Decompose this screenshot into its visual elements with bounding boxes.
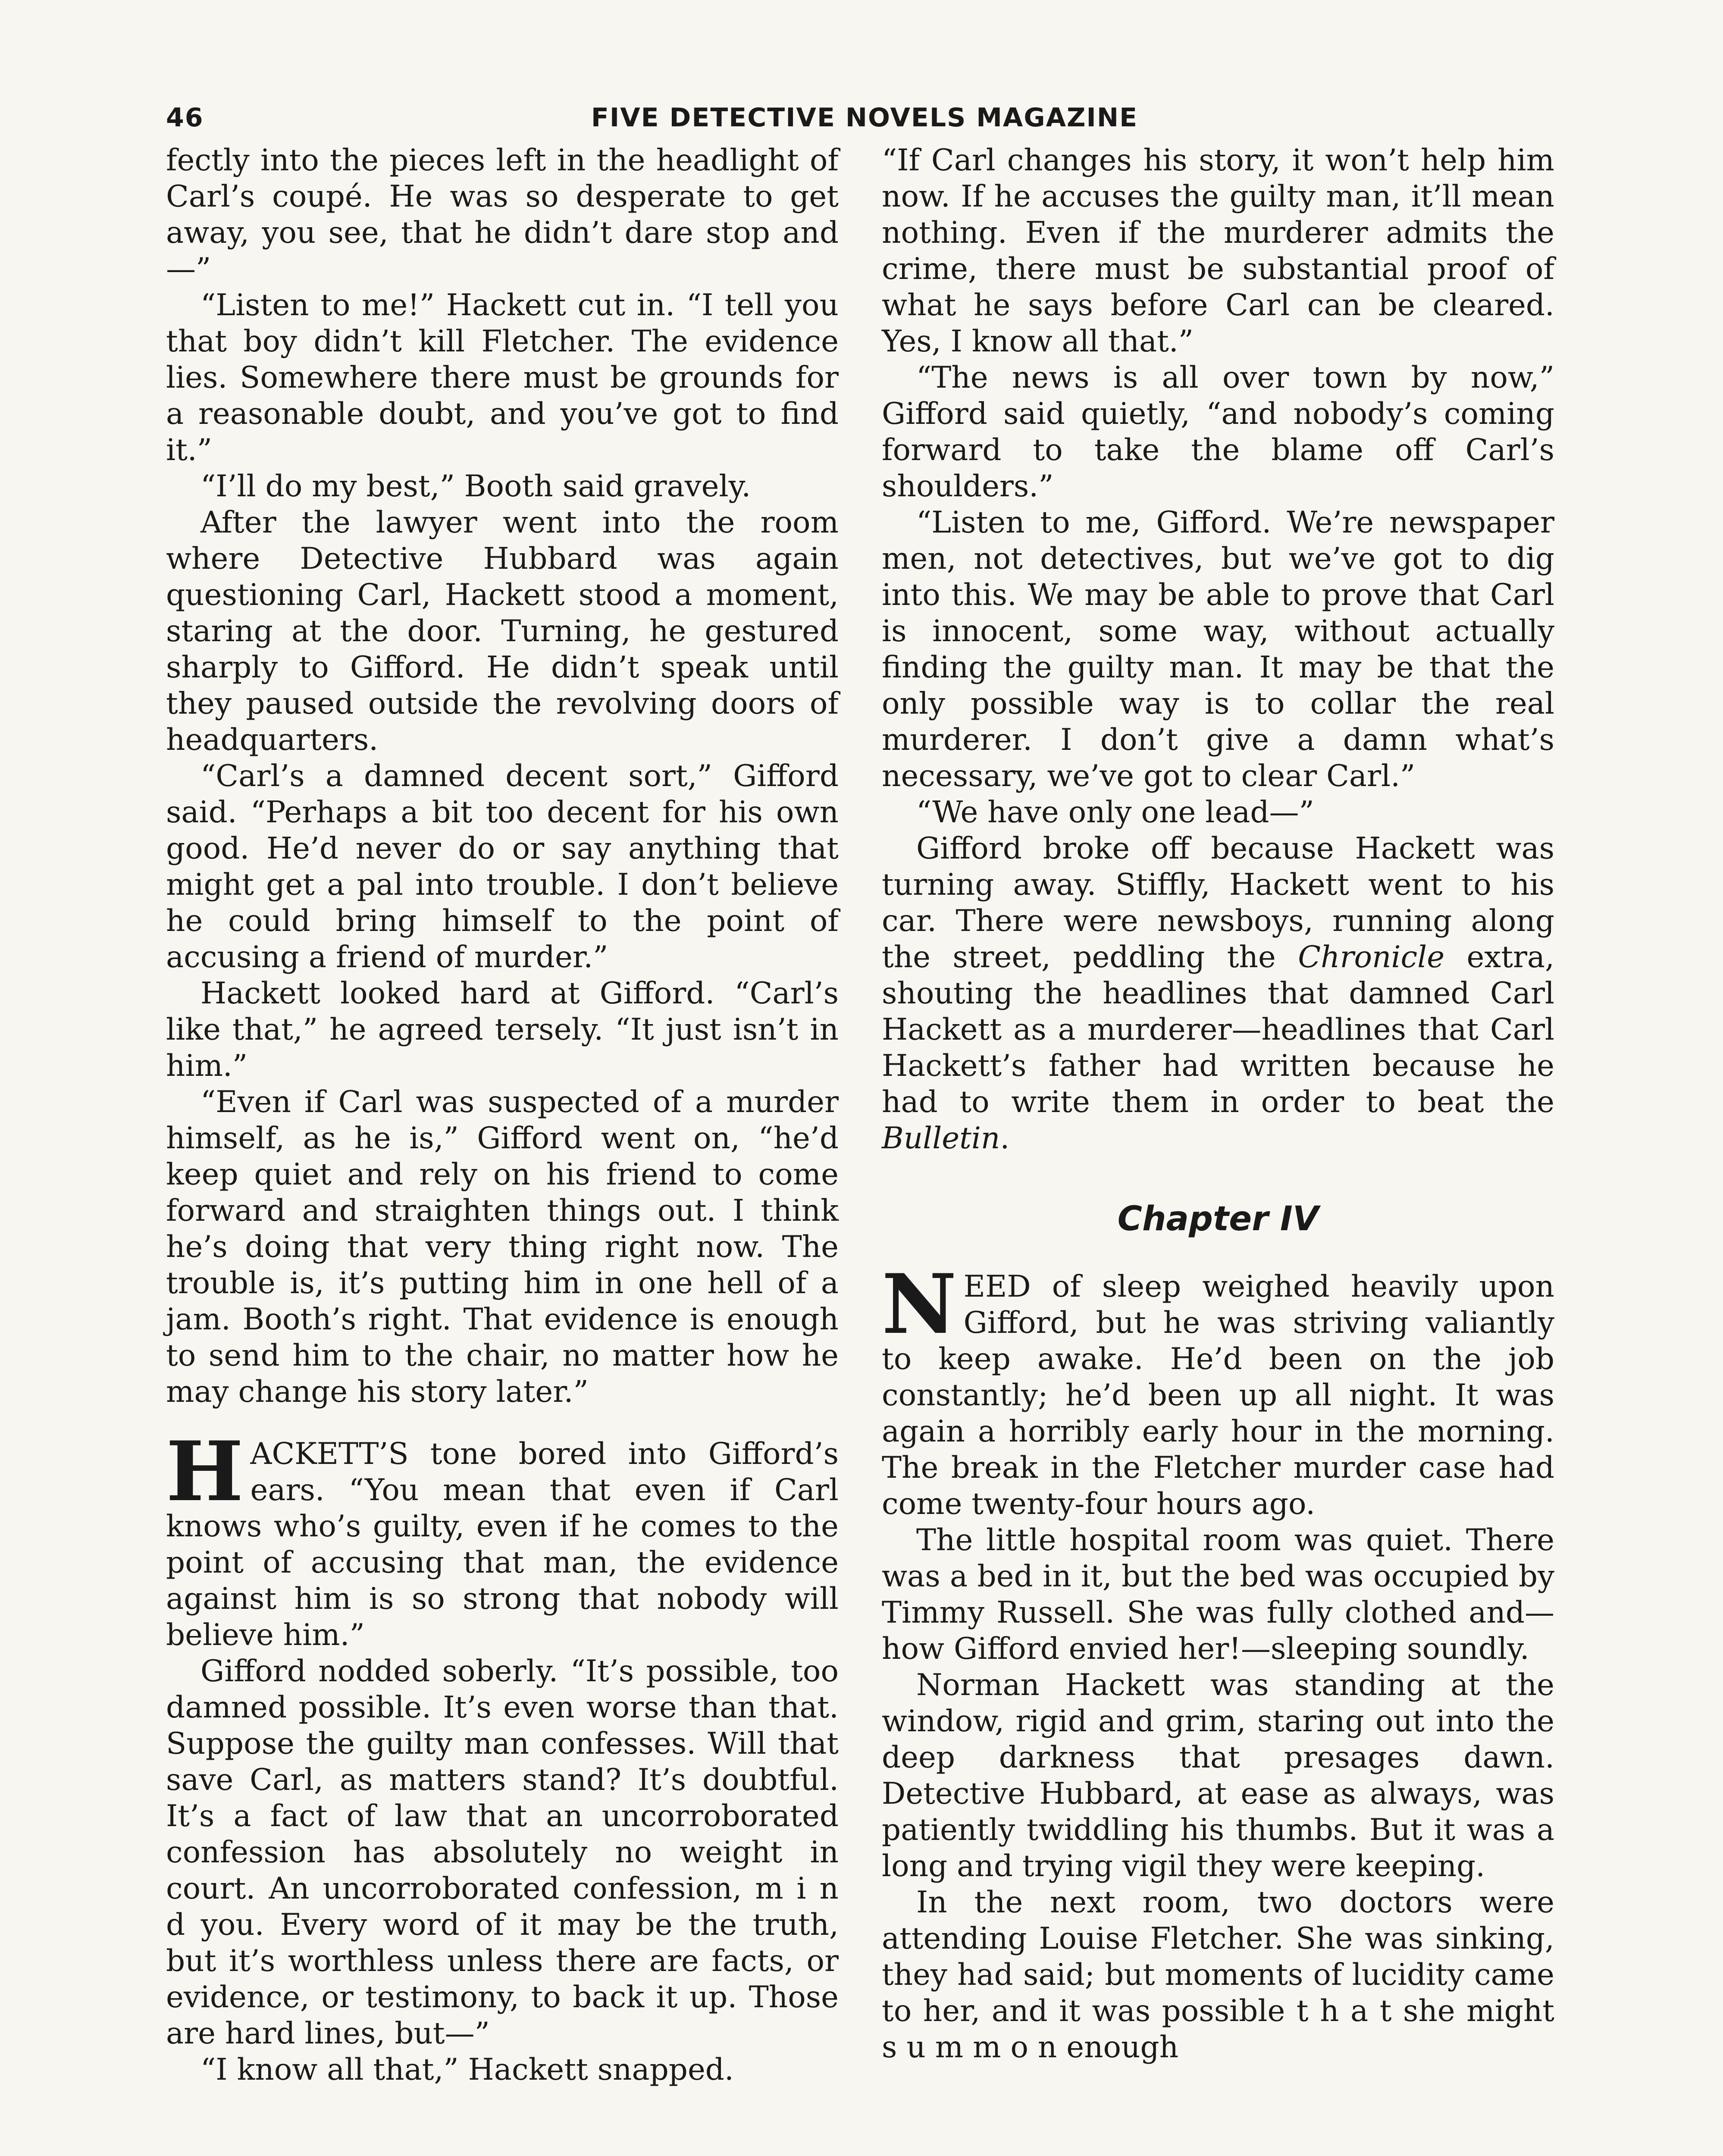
paragraph: The little hospital room was quiet. There was a bed in it, but the bed was occupied by Timmy Russell. She was fully clothed and—how Gifford envied her!—sleeping soundly. [882, 1523, 1554, 1666]
paragraph: “Listen to me!” Hackett cut in. “I tell you that boy didn’t kill Fletcher. The evidence lies. Somewhere there must be grounds for a reasonable doubt, and you’ve got to find it.” [166, 288, 839, 467]
paragraph: “The news is all over town by now,” Gifford said quietly, “and nobody’s coming forward to take the blame off Carl’s shoulders.” [882, 360, 1554, 504]
paragraph: “If Carl changes his story, it won’t help him now. If he accuses the guilty man, it’ll mean nothing. Even if the murderer admits the crime, there must be substantial proof of what he says before Carl can be cleared. Yes, I know all that.” [882, 143, 1554, 359]
paragraph-text: . [1000, 1121, 1010, 1156]
magazine-title: FIVE DETECTIVE NOVELS MAGAZINE [591, 103, 1138, 133]
paragraph: After the lawyer went into the room where Detective Hubbard was again questioning Carl, Hackett stood a moment, staring at the door. Turning, he gestured sharply to Gifford. He didn’t speak until they paused outside the revolving doors of headquarters. [166, 505, 839, 757]
dropcap-paragraph [166, 1423, 839, 1653]
page-header [166, 103, 1563, 141]
paragraph: “I know all that,” Hackett snapped. [200, 2053, 734, 2087]
paragraph: “Listen to me, Gifford. We’re newspaper men, not detectives, but we’ve got to dig into this. We may be able to prove that Carl is innocent, some way, without actually finding the guilty man. It may be that the only possible way is to collar the real murderer. I don’t give a damn what’s necessary, we’ve got to clear Carl.” [882, 505, 1554, 793]
paragraph: “We have only one lead—” [916, 795, 1314, 830]
paragraph-text: ACKETT’S tone bored into Gifford’s ears. “You mean that even if Carl knows who’s guilty, even if he comes to the point of accusing that man, the evidence against him is so strong that nobody will believe him.” [166, 1437, 839, 1652]
paragraph: Hackett looked hard at Gifford. “Carl’s like that,” he agreed tersely. “It just isn’t in him.” [166, 976, 839, 1083]
chapter-heading: Chapter IV [1117, 1200, 1319, 1238]
left-column [166, 142, 839, 2088]
right-column [882, 142, 1554, 2065]
paragraph: In the next room, two doctors were attending Louise Fletcher. She was sinking, they had said; but moments of lucidity came to her, and it was possible t h a t she might s u m m o n enough [882, 1885, 1554, 2065]
newspaper-name-bulletin: Bulletin [882, 1121, 1000, 1156]
paragraph-text: EED of sleep weighed heavily upon Gifford, but he was striving valiantly to keep awake. He’d been on the job constantly; he’d been up all night. It was again a horribly early hour in the morning. The break in the Fletcher murder case had come twenty-four hours ago. [882, 1269, 1554, 1521]
paragraph-text: extra, shouting the headlines that damned Carl Hackett as a murderer—headlines that Carl Hackett’s father had written because he had to write them in order to beat the [882, 940, 1554, 1119]
paragraph [882, 830, 1554, 1156]
paragraph: “I’ll do my best,” Booth said gravely. [200, 469, 751, 504]
dropcap-paragraph [882, 1256, 1554, 1522]
newspaper-name-chronicle: Chronicle [1298, 940, 1445, 975]
drop-cap: H [166, 1423, 244, 1520]
paragraph: Norman Hackett was standing at the window, rigid and grim, staring out into the deep darkness that presages dawn. Detective Hubbard, at ease as always, was patiently twiddling his thumbs. But it was a long and trying vigil they were keeping. [882, 1668, 1554, 1883]
drop-cap: N [882, 1256, 957, 1352]
paragraph: Gifford nodded soberly. “It’s possible, too damned possible. It’s even worse than that. Suppose the guilty man confesses. Will that save Carl, as matters stand? It’s doubtful. It’s a fact of law that an uncorroborated confession has absolutely no weight in court. An uncorroborated confession, m i n d you. Every word of it may be the truth, but it’s worthless unless there are facts, or evidence, or testimony, to back it up. Those are hard lines, but—” [166, 1654, 839, 2051]
paragraph-text: Gifford broke off because Hackett was turning away. Stiffly, Hackett went to his car. There were newsboys, running along the street, peddling the [882, 831, 1554, 975]
page-number: 46 [166, 103, 204, 133]
paragraph: “Carl’s a damned decent sort,” Gifford said. “Perhaps a bit too decent for his own good. He’d never do or say anything that might get a pal into trouble. I don’t believe he could bring himself to the point of accusing a friend of murder.” [166, 759, 839, 975]
paragraph: “Even if Carl was suspected of a murder himself, as he is,” Gifford went on, “he’d keep quiet and rely on his friend to come forward and straighten things out. I think he’s doing that very thing right now. The trouble is, it’s putting him in one hell of a jam. Booth’s right. That evidence is enough to send him to the chair, no matter how he may change his story later.” [166, 1085, 839, 1409]
paragraph: fectly into the pieces left in the headlight of Carl’s coupé. He was so desperate to get away, you see, that he didn’t dare stop and—” [166, 143, 839, 286]
